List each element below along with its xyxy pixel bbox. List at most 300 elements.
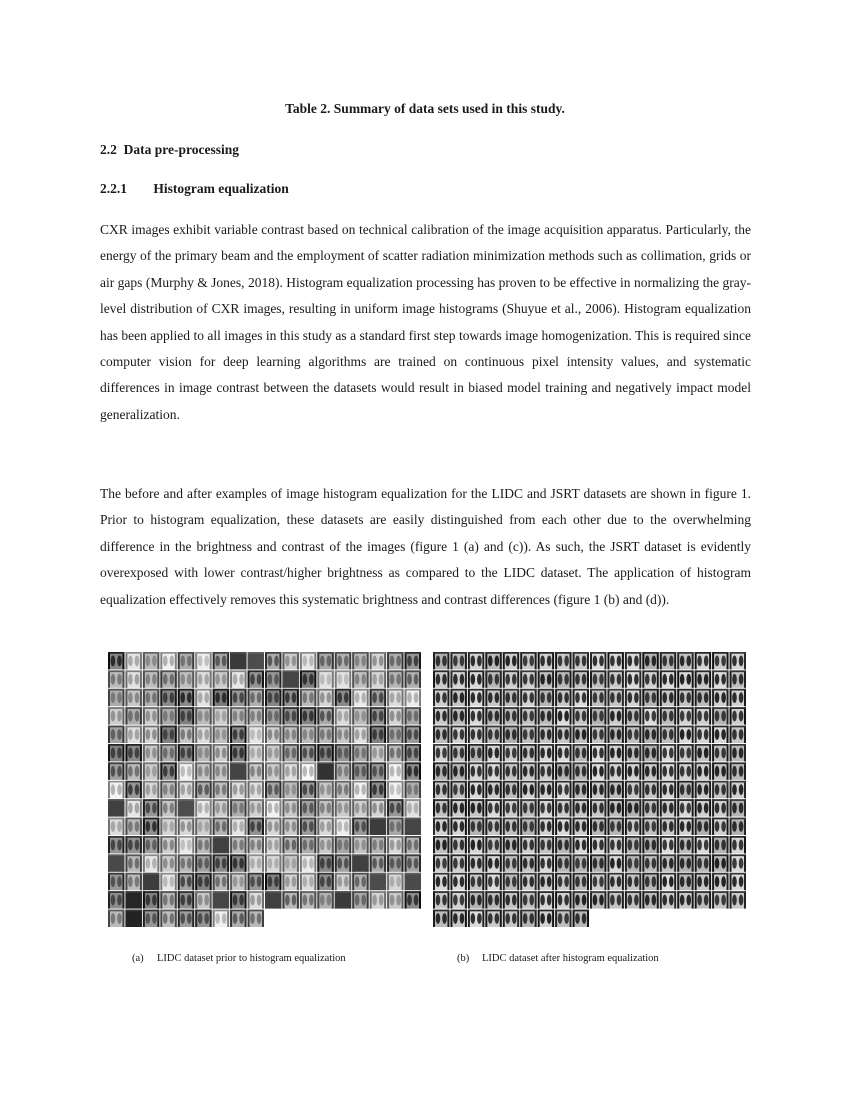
xray-thumbnail bbox=[555, 652, 571, 669]
xray-thumbnail bbox=[213, 891, 229, 908]
xray-thumbnail bbox=[178, 689, 194, 706]
xray-thumbnail bbox=[450, 873, 466, 890]
figure-b-thumbnails bbox=[433, 652, 746, 927]
xray-thumbnail bbox=[468, 726, 484, 743]
xray-thumbnail bbox=[282, 836, 298, 853]
xray-thumbnail bbox=[730, 836, 746, 853]
xray-thumbnail bbox=[450, 652, 466, 669]
xray-thumbnail bbox=[195, 781, 211, 798]
xray-thumbnail bbox=[300, 726, 316, 743]
xray-thumbnail bbox=[160, 689, 176, 706]
xray-thumbnail bbox=[503, 818, 519, 835]
xray-thumbnail bbox=[712, 652, 728, 669]
xray-thumbnail bbox=[300, 744, 316, 761]
xray-thumbnail bbox=[248, 744, 264, 761]
xray-thumbnail bbox=[108, 670, 124, 687]
xray-thumbnail bbox=[712, 762, 728, 779]
xray-thumbnail bbox=[503, 744, 519, 761]
xray-thumbnail bbox=[143, 689, 159, 706]
xray-thumbnail bbox=[607, 836, 623, 853]
xray-thumbnail bbox=[195, 744, 211, 761]
xray-thumbnail bbox=[538, 799, 554, 816]
xray-thumbnail bbox=[607, 818, 623, 835]
figure-b-caption-text: LIDC dataset after histogram equalization bbox=[482, 953, 659, 964]
xray-thumbnail bbox=[195, 652, 211, 669]
xray-thumbnail bbox=[712, 873, 728, 890]
xray-thumbnail bbox=[125, 818, 141, 835]
xray-thumbnail bbox=[300, 670, 316, 687]
xray-thumbnail bbox=[248, 910, 264, 927]
xray-thumbnail bbox=[143, 707, 159, 724]
xray-thumbnail bbox=[282, 854, 298, 871]
xray-thumbnail bbox=[730, 781, 746, 798]
xray-thumbnail bbox=[660, 799, 676, 816]
xray-thumbnail bbox=[503, 873, 519, 890]
xray-thumbnail bbox=[370, 707, 386, 724]
xray-thumbnail bbox=[282, 744, 298, 761]
xray-thumbnail bbox=[108, 854, 124, 871]
xray-thumbnail bbox=[387, 652, 403, 669]
xray-thumbnail bbox=[468, 652, 484, 669]
xray-thumbnail bbox=[450, 910, 466, 927]
xray-thumbnail bbox=[450, 818, 466, 835]
xray-thumbnail bbox=[143, 726, 159, 743]
xray-thumbnail bbox=[538, 873, 554, 890]
xray-thumbnail bbox=[520, 873, 536, 890]
xray-thumbnail bbox=[607, 854, 623, 871]
xray-thumbnail bbox=[282, 652, 298, 669]
xray-thumbnail bbox=[317, 652, 333, 669]
xray-thumbnail bbox=[125, 726, 141, 743]
xray-thumbnail bbox=[573, 873, 589, 890]
xray-thumbnail bbox=[160, 707, 176, 724]
xray-thumbnail bbox=[230, 910, 246, 927]
xray-thumbnail bbox=[677, 854, 693, 871]
xray-thumbnail bbox=[712, 799, 728, 816]
section-heading bbox=[100, 142, 239, 158]
xray-thumbnail bbox=[503, 781, 519, 798]
xray-thumbnail bbox=[178, 781, 194, 798]
xray-thumbnail bbox=[160, 652, 176, 669]
xray-thumbnail bbox=[178, 836, 194, 853]
xray-thumbnail bbox=[282, 689, 298, 706]
xray-thumbnail bbox=[642, 873, 658, 890]
xray-thumbnail bbox=[555, 689, 571, 706]
xray-thumbnail bbox=[282, 799, 298, 816]
xray-thumbnail bbox=[317, 891, 333, 908]
xray-thumbnail bbox=[335, 836, 351, 853]
xray-thumbnail bbox=[555, 707, 571, 724]
xray-thumbnail bbox=[468, 799, 484, 816]
xray-thumbnail bbox=[352, 781, 368, 798]
xray-thumbnail bbox=[538, 670, 554, 687]
xray-thumbnail bbox=[300, 781, 316, 798]
xray-thumbnail bbox=[335, 707, 351, 724]
xray-thumbnail bbox=[573, 726, 589, 743]
xray-thumbnail bbox=[317, 818, 333, 835]
xray-thumbnail bbox=[265, 799, 281, 816]
xray-thumbnail bbox=[108, 818, 124, 835]
figure-b-caption bbox=[457, 953, 659, 964]
xray-thumbnail bbox=[317, 762, 333, 779]
xray-thumbnail bbox=[468, 670, 484, 687]
xray-thumbnail bbox=[108, 652, 124, 669]
xray-thumbnail bbox=[265, 652, 281, 669]
xray-thumbnail bbox=[143, 818, 159, 835]
xray-thumbnail bbox=[213, 781, 229, 798]
xray-thumbnail bbox=[265, 726, 281, 743]
xray-thumbnail bbox=[248, 873, 264, 890]
xray-thumbnail bbox=[195, 762, 211, 779]
xray-thumbnail bbox=[370, 781, 386, 798]
xray-thumbnail bbox=[538, 652, 554, 669]
xray-thumbnail bbox=[352, 726, 368, 743]
xray-thumbnail bbox=[712, 670, 728, 687]
xray-thumbnail bbox=[607, 707, 623, 724]
xray-thumbnail bbox=[573, 799, 589, 816]
xray-thumbnail bbox=[433, 726, 449, 743]
xray-thumbnail bbox=[660, 689, 676, 706]
xray-thumbnail bbox=[538, 689, 554, 706]
xray-thumbnail bbox=[213, 836, 229, 853]
xray-thumbnail bbox=[108, 799, 124, 816]
xray-thumbnail bbox=[485, 818, 501, 835]
xray-thumbnail bbox=[108, 744, 124, 761]
xray-thumbnail bbox=[555, 891, 571, 908]
xray-thumbnail bbox=[468, 707, 484, 724]
xray-thumbnail bbox=[660, 652, 676, 669]
xray-thumbnail bbox=[195, 799, 211, 816]
xray-thumbnail bbox=[433, 891, 449, 908]
xray-thumbnail bbox=[387, 873, 403, 890]
xray-thumbnail bbox=[335, 818, 351, 835]
xray-thumbnail bbox=[317, 689, 333, 706]
xray-thumbnail bbox=[143, 854, 159, 871]
xray-thumbnail bbox=[405, 726, 421, 743]
table-caption: Table 2. Summary of data sets used in this study. bbox=[285, 101, 565, 116]
xray-thumbnail bbox=[230, 670, 246, 687]
xray-thumbnail bbox=[178, 707, 194, 724]
xray-thumbnail bbox=[503, 799, 519, 816]
xray-thumbnail bbox=[108, 910, 124, 927]
xray-thumbnail bbox=[265, 854, 281, 871]
xray-thumbnail bbox=[108, 762, 124, 779]
xray-thumbnail bbox=[160, 726, 176, 743]
xray-thumbnail bbox=[590, 652, 606, 669]
xray-thumbnail bbox=[195, 689, 211, 706]
xray-thumbnail bbox=[485, 670, 501, 687]
xray-thumbnail bbox=[248, 818, 264, 835]
xray-thumbnail bbox=[520, 891, 536, 908]
xray-thumbnail bbox=[160, 781, 176, 798]
xray-thumbnail bbox=[625, 670, 641, 687]
xray-thumbnail bbox=[555, 762, 571, 779]
xray-thumbnail bbox=[195, 891, 211, 908]
xray-thumbnail bbox=[352, 799, 368, 816]
xray-thumbnail bbox=[642, 836, 658, 853]
xray-thumbnail bbox=[352, 854, 368, 871]
xray-thumbnail bbox=[265, 689, 281, 706]
xray-thumbnail bbox=[282, 762, 298, 779]
xray-thumbnail bbox=[485, 891, 501, 908]
xray-thumbnail bbox=[143, 744, 159, 761]
xray-thumbnail bbox=[625, 854, 641, 871]
xray-thumbnail bbox=[590, 836, 606, 853]
xray-thumbnail bbox=[520, 854, 536, 871]
xray-thumbnail bbox=[450, 781, 466, 798]
xray-thumbnail bbox=[143, 873, 159, 890]
xray-thumbnail bbox=[485, 707, 501, 724]
xray-thumbnail bbox=[282, 726, 298, 743]
xray-thumbnail bbox=[300, 891, 316, 908]
paragraph-histogram-intro: CXR images exhibit variable contrast based on technical calibration of the image acquisition apparatus. Particularly, the energy of the primary beam and the employment of scatter radiation minimization methods such as collimation, grids or air gaps (Murphy & Jones, 2018). Histogram equalization processing has proven to be effective in normalizing the gray-level distribution of CXR images, resulting in uniform image histograms (Shuyue et al., 2006). Histogram equalization has been applied to all images in this study as a standard first step towards image homogenization. This is required since computer vision for deep learning algorithms are trained on continuous pixel intensity values, and systematic differences in image contrast between the datasets would result in biased model training and negatively impact model generalization. bbox=[100, 222, 751, 422]
xray-thumbnail bbox=[695, 873, 711, 890]
xray-thumbnail bbox=[125, 910, 141, 927]
xray-thumbnail bbox=[607, 799, 623, 816]
xray-thumbnail bbox=[195, 670, 211, 687]
xray-thumbnail bbox=[282, 891, 298, 908]
xray-thumbnail bbox=[405, 652, 421, 669]
xray-thumbnail bbox=[677, 818, 693, 835]
xray-thumbnail bbox=[370, 818, 386, 835]
xray-thumbnail bbox=[300, 818, 316, 835]
xray-thumbnail bbox=[485, 873, 501, 890]
xray-thumbnail bbox=[695, 744, 711, 761]
xray-thumbnail bbox=[730, 873, 746, 890]
xray-thumbnail bbox=[213, 854, 229, 871]
xray-thumbnail bbox=[178, 744, 194, 761]
xray-thumbnail bbox=[730, 726, 746, 743]
xray-thumbnail bbox=[450, 689, 466, 706]
xray-thumbnail bbox=[485, 652, 501, 669]
xray-thumbnail bbox=[248, 836, 264, 853]
xray-thumbnail bbox=[370, 762, 386, 779]
xray-thumbnail bbox=[108, 726, 124, 743]
xray-thumbnail bbox=[160, 799, 176, 816]
xray-thumbnail bbox=[335, 799, 351, 816]
xray-thumbnail bbox=[195, 707, 211, 724]
xray-thumbnail bbox=[520, 781, 536, 798]
xray-thumbnail bbox=[405, 891, 421, 908]
xray-thumbnail bbox=[730, 670, 746, 687]
xray-thumbnail bbox=[317, 854, 333, 871]
xray-thumbnail bbox=[160, 910, 176, 927]
figure-b-label: (b) bbox=[457, 953, 470, 964]
xray-thumbnail bbox=[230, 781, 246, 798]
xray-thumbnail bbox=[590, 854, 606, 871]
xray-thumbnail bbox=[387, 799, 403, 816]
xray-thumbnail bbox=[573, 670, 589, 687]
xray-thumbnail bbox=[450, 836, 466, 853]
xray-thumbnail bbox=[265, 873, 281, 890]
xray-thumbnail bbox=[642, 799, 658, 816]
xray-thumbnail bbox=[712, 854, 728, 871]
xray-thumbnail bbox=[660, 726, 676, 743]
xray-thumbnail bbox=[677, 707, 693, 724]
xray-thumbnail bbox=[503, 670, 519, 687]
xray-thumbnail bbox=[573, 818, 589, 835]
xray-thumbnail bbox=[660, 873, 676, 890]
xray-thumbnail bbox=[730, 799, 746, 816]
xray-thumbnail bbox=[573, 707, 589, 724]
xray-thumbnail bbox=[660, 670, 676, 687]
xray-thumbnail bbox=[695, 652, 711, 669]
xray-thumbnail bbox=[300, 689, 316, 706]
xray-thumbnail bbox=[503, 652, 519, 669]
xray-thumbnail bbox=[503, 836, 519, 853]
xray-thumbnail bbox=[387, 836, 403, 853]
xray-thumbnail bbox=[538, 762, 554, 779]
figure-a-image-grid bbox=[108, 652, 421, 927]
xray-thumbnail bbox=[677, 781, 693, 798]
xray-thumbnail bbox=[573, 762, 589, 779]
xray-thumbnail bbox=[178, 652, 194, 669]
xray-thumbnail bbox=[573, 836, 589, 853]
xray-thumbnail bbox=[405, 762, 421, 779]
xray-thumbnail bbox=[370, 799, 386, 816]
xray-thumbnail bbox=[503, 854, 519, 871]
xray-thumbnail bbox=[125, 762, 141, 779]
xray-thumbnail bbox=[625, 781, 641, 798]
xray-thumbnail bbox=[468, 854, 484, 871]
xray-thumbnail bbox=[590, 670, 606, 687]
xray-thumbnail bbox=[160, 818, 176, 835]
xray-thumbnail bbox=[450, 854, 466, 871]
xray-thumbnail bbox=[195, 818, 211, 835]
xray-thumbnail bbox=[387, 891, 403, 908]
xray-thumbnail bbox=[213, 818, 229, 835]
xray-thumbnail bbox=[520, 762, 536, 779]
xray-thumbnail bbox=[405, 799, 421, 816]
xray-thumbnail bbox=[108, 836, 124, 853]
xray-thumbnail bbox=[405, 707, 421, 724]
xray-thumbnail bbox=[660, 891, 676, 908]
xray-thumbnail bbox=[125, 652, 141, 669]
xray-thumbnail bbox=[695, 670, 711, 687]
xray-thumbnail bbox=[573, 652, 589, 669]
xray-thumbnail bbox=[108, 873, 124, 890]
xray-thumbnail bbox=[125, 799, 141, 816]
xray-thumbnail bbox=[248, 689, 264, 706]
xray-thumbnail bbox=[265, 818, 281, 835]
xray-thumbnail bbox=[503, 891, 519, 908]
xray-thumbnail bbox=[335, 891, 351, 908]
xray-thumbnail bbox=[433, 873, 449, 890]
xray-thumbnail bbox=[450, 799, 466, 816]
xray-thumbnail bbox=[520, 726, 536, 743]
paragraph-before-after: The before and after examples of image histogram equalization for the LIDC and JSRT datasets are shown in figure 1. Prior to histogram equalization, these datasets are easily distinguished from each other due to the overwhelming difference in the brightness and contrast of the images (figure 1 (a) and (c)). As such, the JSRT dataset is evidently overexposed with lower contrast/higher brightness as compared to the LIDC dataset. The application of histogram equalization effectively removes this systematic brightness and contrast differences (figure 1 (b) and (d)). bbox=[100, 486, 751, 607]
xray-thumbnail bbox=[178, 818, 194, 835]
xray-thumbnail bbox=[555, 873, 571, 890]
xray-thumbnail bbox=[677, 726, 693, 743]
xray-thumbnail bbox=[730, 818, 746, 835]
xray-thumbnail bbox=[573, 689, 589, 706]
xray-thumbnail bbox=[433, 652, 449, 669]
xray-thumbnail bbox=[607, 873, 623, 890]
xray-thumbnail bbox=[503, 707, 519, 724]
xray-thumbnail bbox=[450, 744, 466, 761]
xray-thumbnail bbox=[642, 762, 658, 779]
xray-thumbnail bbox=[195, 873, 211, 890]
subsection-number: 2.2.1 bbox=[100, 181, 127, 196]
xray-thumbnail bbox=[468, 873, 484, 890]
xray-thumbnail bbox=[695, 854, 711, 871]
xray-thumbnail bbox=[248, 781, 264, 798]
xray-thumbnail bbox=[538, 854, 554, 871]
xray-thumbnail bbox=[503, 689, 519, 706]
xray-thumbnail bbox=[387, 762, 403, 779]
xray-thumbnail bbox=[213, 670, 229, 687]
xray-thumbnail bbox=[642, 891, 658, 908]
xray-thumbnail bbox=[230, 744, 246, 761]
xray-thumbnail bbox=[433, 670, 449, 687]
subsection-title: Histogram equalization bbox=[153, 181, 289, 196]
xray-thumbnail bbox=[485, 910, 501, 927]
xray-thumbnail bbox=[213, 707, 229, 724]
xray-thumbnail bbox=[317, 781, 333, 798]
xray-thumbnail bbox=[387, 670, 403, 687]
xray-thumbnail bbox=[370, 726, 386, 743]
xray-thumbnail bbox=[660, 854, 676, 871]
xray-thumbnail bbox=[538, 744, 554, 761]
figure-a-caption bbox=[132, 953, 346, 964]
xray-thumbnail bbox=[370, 873, 386, 890]
xray-thumbnail bbox=[485, 799, 501, 816]
xray-thumbnail bbox=[468, 891, 484, 908]
xray-thumbnail bbox=[248, 799, 264, 816]
xray-thumbnail bbox=[677, 670, 693, 687]
xray-thumbnail bbox=[352, 873, 368, 890]
xray-thumbnail bbox=[625, 799, 641, 816]
xray-thumbnail bbox=[230, 836, 246, 853]
figure-a-caption-text: LIDC dataset prior to histogram equalization bbox=[157, 953, 346, 964]
xray-thumbnail bbox=[590, 762, 606, 779]
xray-thumbnail bbox=[248, 707, 264, 724]
xray-thumbnail bbox=[213, 689, 229, 706]
xray-thumbnail bbox=[125, 689, 141, 706]
xray-thumbnail bbox=[450, 707, 466, 724]
xray-thumbnail bbox=[300, 799, 316, 816]
xray-thumbnail bbox=[213, 873, 229, 890]
xray-thumbnail bbox=[370, 744, 386, 761]
xray-thumbnail bbox=[405, 781, 421, 798]
xray-thumbnail bbox=[712, 726, 728, 743]
xray-thumbnail bbox=[677, 744, 693, 761]
xray-thumbnail bbox=[503, 762, 519, 779]
xray-thumbnail bbox=[712, 818, 728, 835]
xray-thumbnail bbox=[265, 891, 281, 908]
xray-thumbnail bbox=[433, 854, 449, 871]
xray-thumbnail bbox=[230, 873, 246, 890]
xray-thumbnail bbox=[230, 818, 246, 835]
xray-thumbnail bbox=[405, 873, 421, 890]
xray-thumbnail bbox=[370, 652, 386, 669]
xray-thumbnail bbox=[143, 670, 159, 687]
xray-thumbnail bbox=[695, 689, 711, 706]
xray-thumbnail bbox=[178, 873, 194, 890]
xray-thumbnail bbox=[335, 873, 351, 890]
xray-thumbnail bbox=[230, 762, 246, 779]
xray-thumbnail bbox=[300, 854, 316, 871]
xray-thumbnail bbox=[485, 744, 501, 761]
xray-thumbnail bbox=[160, 836, 176, 853]
xray-thumbnail bbox=[317, 799, 333, 816]
xray-thumbnail bbox=[317, 744, 333, 761]
xray-thumbnail bbox=[607, 670, 623, 687]
xray-thumbnail bbox=[143, 799, 159, 816]
xray-thumbnail bbox=[335, 854, 351, 871]
xray-thumbnail bbox=[433, 836, 449, 853]
